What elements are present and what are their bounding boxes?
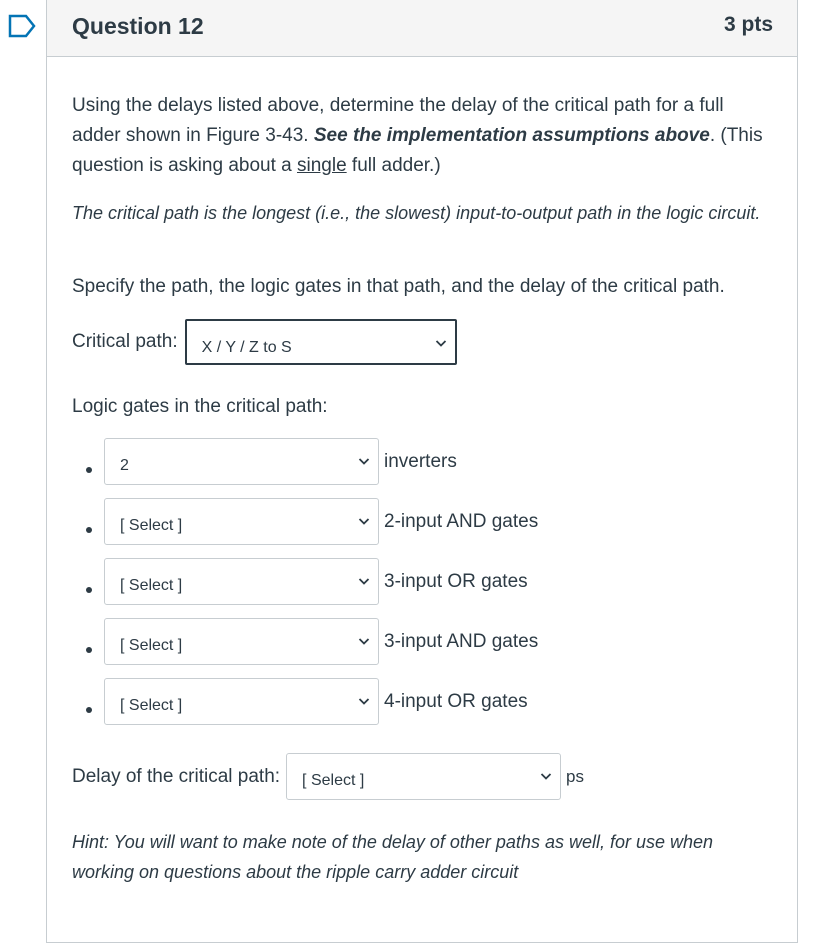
- gate-type-label: 2-input AND gates: [384, 510, 539, 532]
- gate-count-select[interactable]: [104, 558, 379, 605]
- gates-label: Logic gates in the critical path:: [72, 396, 328, 417]
- question-header: [47, 0, 797, 57]
- list-bullet: [86, 587, 92, 593]
- gate-row: [104, 438, 457, 485]
- list-bullet: [86, 647, 92, 653]
- chevron-down-icon: [358, 695, 370, 707]
- gate-count-value: 2: [120, 457, 129, 474]
- p1-text-b: . (This question is asking about a: [72, 125, 763, 176]
- gate-type-label: 3-input OR gates: [384, 570, 528, 592]
- critical-path-select[interactable]: [185, 319, 457, 365]
- delay-label: Delay of the critical path:: [72, 765, 281, 787]
- gate-row: [104, 498, 538, 545]
- gate-type-label: inverters: [384, 450, 457, 472]
- critical-path-row: [72, 319, 457, 365]
- question-points: 3 pts: [723, 13, 773, 36]
- hint-text: Hint: You will want to make note of the delay of other paths as well, for use when working on questions about the ripple carry adder circuit: [72, 832, 714, 882]
- gate-count-select[interactable]: [104, 678, 379, 725]
- chevron-down-icon: [358, 635, 370, 647]
- flag-question-icon[interactable]: [8, 14, 36, 38]
- gate-type-label: 4-input OR gates: [384, 690, 528, 712]
- chevron-down-icon: [358, 455, 370, 467]
- list-bullet: [86, 467, 92, 473]
- p1-text-c: full adder.): [346, 155, 441, 176]
- question-paragraph-2: The critical path is the longest (i.e., the slowest) input-to-output path in the logic circuit.: [72, 203, 761, 223]
- question-paragraph-3: Specify the path, the logic gates in that path, and the delay of the critical path.: [72, 276, 725, 297]
- delay-value: [ Select ]: [302, 772, 365, 789]
- p1-bold-text: See the implementation assumptions above: [313, 125, 710, 146]
- chevron-down-icon: [435, 337, 447, 349]
- delay-select[interactable]: [286, 753, 561, 800]
- gate-count-select[interactable]: [104, 618, 379, 665]
- chevron-down-icon: [358, 515, 370, 527]
- p1-text-a: Using the delays listed above, determine the delay of the critical path for a full adder shown in Figure 3-43.: [72, 95, 724, 146]
- chevron-down-icon: [358, 575, 370, 587]
- p1-underlined-text: single: [297, 155, 347, 176]
- list-bullet: [86, 707, 92, 713]
- question-title: Question 12: [72, 13, 204, 39]
- gate-type-label: 3-input AND gates: [384, 630, 539, 652]
- critical-path-value: X / Y / Z to S: [201, 339, 292, 356]
- gate-count-value: [ Select ]: [120, 517, 183, 534]
- gate-count-value: [ Select ]: [120, 637, 183, 654]
- gate-count-select[interactable]: [104, 438, 379, 485]
- gate-row: [104, 618, 538, 665]
- gate-row: [104, 558, 528, 605]
- list-bullet: [86, 527, 92, 533]
- question-card: [46, 0, 798, 943]
- chevron-down-icon: [540, 770, 552, 782]
- gate-count-value: [ Select ]: [120, 577, 183, 594]
- delay-unit: ps: [566, 766, 585, 786]
- question-paragraph-1: [72, 91, 772, 181]
- delay-row: [72, 753, 584, 800]
- gate-count-value: [ Select ]: [120, 697, 183, 714]
- gate-row: [104, 678, 528, 725]
- critical-path-label: Critical path:: [72, 331, 178, 352]
- gate-count-select[interactable]: [104, 498, 379, 545]
